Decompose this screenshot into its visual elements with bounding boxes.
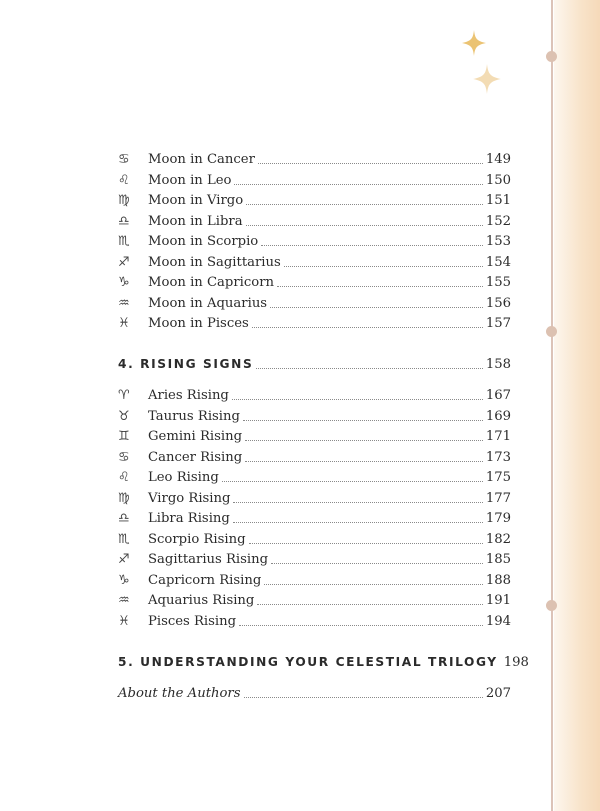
toc-page-number: 198 (503, 654, 529, 670)
sagittarius-glyph-icon: ♐ (118, 254, 130, 270)
toc-entry-label: Moon in Virgo (148, 192, 244, 208)
toc-entry[interactable] (118, 293, 511, 313)
gemini-glyph-icon: ♊ (118, 428, 130, 444)
sagittarius-glyph-icon: ♐ (118, 551, 130, 567)
toc-page-number: 171 (485, 428, 511, 444)
toc-entry[interactable] (118, 426, 511, 446)
toc-entry[interactable] (118, 467, 511, 487)
dot-leader (222, 480, 483, 482)
dot-leader (246, 224, 483, 226)
dot-leader (234, 183, 482, 185)
toc-entry-label: Pisces Rising (148, 613, 237, 629)
aquarius-glyph-icon: ♒ (118, 295, 130, 311)
toc-page-number: 179 (485, 510, 511, 526)
dot-leader (284, 265, 483, 267)
dot-leader (233, 501, 482, 503)
toc-entry-label: Moon in Leo (148, 172, 232, 188)
toc-entry-label: Moon in Cancer (148, 151, 255, 167)
toc-entry-label: Moon in Sagittarius (148, 254, 281, 270)
pisces-glyph-icon: ♓ (118, 613, 130, 629)
libra-glyph-icon: ♎ (118, 510, 130, 526)
toc-entry[interactable] (118, 149, 511, 169)
toc-page-number: 191 (485, 592, 511, 608)
toc-entry-label: Moon in Pisces (148, 315, 249, 331)
toc-entry-label: Aries Rising (148, 387, 229, 403)
dot-leader (246, 203, 483, 205)
dot-leader (249, 542, 483, 544)
toc-entry[interactable] (118, 170, 511, 190)
toc-entry[interactable] (118, 590, 511, 610)
aries-glyph-icon: ♈ (118, 387, 130, 403)
toc-page-number: 207 (485, 685, 511, 701)
toc-entry-about-authors[interactable] (118, 683, 511, 703)
toc-page-number: 154 (485, 254, 511, 270)
toc-entry[interactable] (118, 385, 511, 405)
toc-entry-label: Capricorn Rising (148, 572, 262, 588)
toc-page-number: 185 (485, 551, 511, 567)
page-edge-gradient (554, 0, 600, 811)
dot-leader (244, 696, 483, 698)
toc-entry[interactable] (118, 211, 511, 231)
dot-leader (252, 326, 483, 328)
toc-entry-label: Taurus Rising (148, 408, 240, 424)
pisces-glyph-icon: ♓ (118, 315, 130, 331)
scorpio-glyph-icon: ♏ (118, 233, 130, 249)
cancer-glyph-icon: ♋ (118, 151, 130, 167)
leo-glyph-icon: ♌ (118, 172, 130, 188)
timeline-dot (546, 51, 557, 62)
toc-page-number: 151 (485, 192, 511, 208)
toc-page-number: 149 (485, 151, 511, 167)
dot-leader (245, 460, 483, 462)
cancer-glyph-icon: ♋ (118, 449, 130, 465)
toc-page-number: 194 (485, 613, 511, 629)
dot-leader (256, 367, 483, 369)
toc-page-number: 157 (485, 315, 511, 331)
toc-entry-label: Cancer Rising (148, 449, 243, 465)
dot-leader (243, 419, 483, 421)
toc-page-number: 150 (485, 172, 511, 188)
toc-entry[interactable] (118, 406, 511, 426)
toc-entry-label: Moon in Capricorn (148, 274, 275, 290)
toc-entry[interactable] (118, 231, 511, 251)
toc-entry-label: Scorpio Rising (148, 531, 246, 547)
toc-page-number: 153 (485, 233, 511, 249)
toc-entry[interactable] (118, 529, 511, 549)
dot-leader (239, 624, 483, 626)
toc-entry[interactable] (118, 611, 511, 631)
sparkle-star-icon (473, 64, 501, 94)
dot-leader (261, 244, 483, 246)
toc-page-number: 158 (485, 356, 511, 372)
libra-glyph-icon: ♎ (118, 213, 130, 229)
toc-entry[interactable] (118, 488, 511, 508)
toc-entry-label: Moon in Libra (148, 213, 243, 229)
toc-entry-label: Moon in Aquarius (148, 295, 268, 311)
toc-entry-label: Sagittarius Rising (148, 551, 269, 567)
chapter-title: 5. UNDERSTANDING YOUR CELESTIAL TRILOGY (118, 655, 498, 669)
toc-page-number: 155 (485, 274, 511, 290)
dot-leader (258, 162, 483, 164)
toc-page-number: 175 (485, 469, 511, 485)
timeline-dot (546, 326, 557, 337)
toc-entry[interactable] (118, 190, 511, 210)
toc-page-number: 167 (485, 387, 511, 403)
virgo-glyph-icon: ♍ (118, 192, 130, 208)
toc-entry[interactable] (118, 549, 511, 569)
toc-page-number: 152 (485, 213, 511, 229)
toc-entry-label: Leo Rising (148, 469, 219, 485)
dot-leader (233, 521, 483, 523)
toc-page-number: 188 (485, 572, 511, 588)
toc-page-number: 169 (485, 408, 511, 424)
taurus-glyph-icon: ♉ (118, 408, 130, 424)
toc-page-number: 182 (485, 531, 511, 547)
capricorn-glyph-icon: ♑ (118, 274, 130, 290)
toc-entry-label: Virgo Rising (148, 490, 231, 506)
toc-page-number: 177 (485, 490, 511, 506)
toc-page-number: 173 (485, 449, 511, 465)
aquarius-glyph-icon: ♒ (118, 592, 130, 608)
leo-glyph-icon: ♌ (118, 469, 130, 485)
dot-leader (245, 439, 483, 441)
dot-leader (264, 583, 483, 585)
dot-leader (257, 603, 482, 605)
toc-chapter-celestial-trilogy[interactable] (118, 652, 529, 672)
toc-entry[interactable] (118, 570, 511, 590)
toc-entry-label: Gemini Rising (148, 428, 243, 444)
capricorn-glyph-icon: ♑ (118, 572, 130, 588)
toc-entry[interactable] (118, 447, 511, 467)
toc-page-number: 156 (485, 295, 511, 311)
toc-entry[interactable] (118, 313, 511, 333)
toc-entry-label: Aquarius Rising (148, 592, 255, 608)
toc-entry-label: Libra Rising (148, 510, 230, 526)
sparkle-star-icon (462, 30, 486, 56)
toc-entry-label: About the Authors (118, 685, 241, 701)
scorpio-glyph-icon: ♏ (118, 531, 130, 547)
dot-leader (271, 562, 483, 564)
chapter-title: 4. RISING SIGNS (118, 357, 254, 371)
toc-entry[interactable] (118, 272, 511, 292)
toc-entry[interactable] (118, 252, 511, 272)
decorative-timeline-line (551, 0, 553, 811)
dot-leader (277, 285, 483, 287)
toc-entry[interactable] (118, 508, 511, 528)
dot-leader (232, 398, 483, 400)
toc-chapter-rising-signs[interactable] (118, 354, 511, 374)
dot-leader (270, 306, 483, 308)
virgo-glyph-icon: ♍ (118, 490, 130, 506)
timeline-dot (546, 600, 557, 611)
toc-entry-label: Moon in Scorpio (148, 233, 259, 249)
